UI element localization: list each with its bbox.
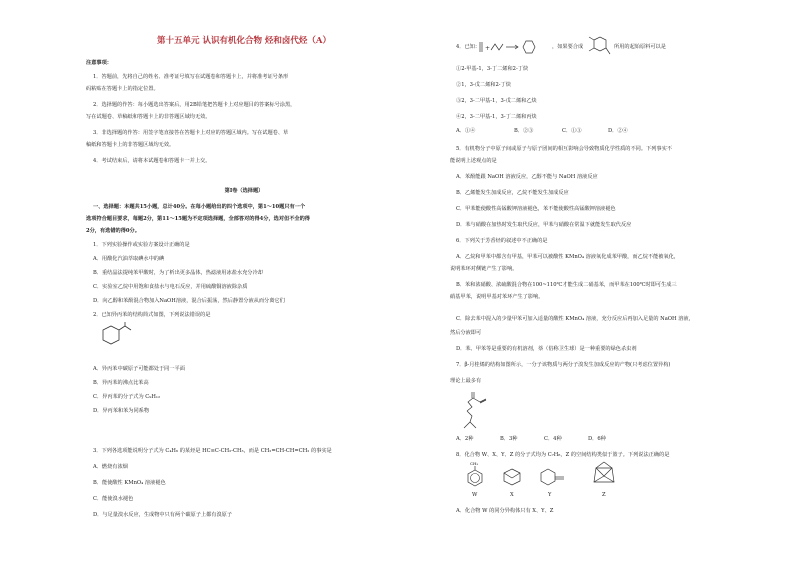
q5-option: B．乙烯能发生加成反应，乙烷不能发生加成反应 (456, 190, 569, 196)
intro-line: 2分，有选错的得0分。 (86, 228, 140, 234)
section-title: 第Ⅰ卷（选择题） (224, 188, 264, 194)
note-line: 稿纸和答题卡上的非答题区域均无效。 (86, 142, 175, 148)
myrcene-structure (458, 390, 494, 432)
q7-choice: D．6种 (588, 436, 606, 442)
diels-alder-reaction (478, 38, 548, 56)
q7-choice: A．2种 (456, 436, 474, 442)
ch3-label: CH₃ (470, 461, 479, 466)
q4-choice: B．②③ (514, 128, 534, 134)
q6-line: 说明苯环对侧链产生了影响。 (450, 266, 518, 272)
notes-heading: 注意事项： (86, 60, 112, 66)
q7-stem: 理论上最多有 (450, 378, 482, 384)
q4-choice: D．②④ (608, 128, 628, 134)
toluene-w-structure (464, 466, 486, 488)
q3-option: A．燃烧有浓烟 (93, 464, 128, 470)
q2-option: A．异丙苯中碳原子可能都处于同一平面 (93, 366, 185, 372)
target-molecule-structure (586, 34, 612, 58)
label-y: Y (548, 492, 552, 498)
basketane-z-structure (590, 460, 618, 488)
intro-line: 选项符合题目要求，每题2分，第11～15题为不定项选择题，全部答对的得4分，选对但不全的得 (86, 216, 310, 222)
q4-choice: C．①③ (562, 128, 582, 134)
q6-stem: 6．下列关于芳香烃的叙述中不正确的是 (456, 238, 548, 244)
methylene-y-structure (538, 466, 568, 488)
q1-option: D．向乙醇和苯酚混合物加入NaOH溶液，混合后振荡，然后静置分液从而分离它们 (93, 298, 285, 304)
q4-stem-b: ，如果要合成 (552, 44, 584, 50)
q6-line: 硝基甲苯，说明甲基对苯环产生了影响。 (450, 294, 544, 300)
q7-choice: B．3种 (500, 436, 518, 442)
q2-option: D．异丙苯和苯为同系物 (93, 408, 150, 414)
q1-option: B．重结晶法提纯苯甲酸时，为了析出更多晶体，热滤液用冰盐水充分冷却 (93, 270, 263, 276)
q4-choice: A．①④ (456, 128, 476, 134)
label-x: X (510, 492, 514, 498)
q4-item: ①2-甲基-1，3-丁二烯和2-丁炔 (456, 66, 529, 72)
note-line: 1．答题前，先将自己的姓名、准考证号填写在试题卷和答题卡上，并将准考证号条形 (93, 74, 289, 80)
label-z: Z (602, 492, 606, 498)
label-w: W (472, 492, 478, 498)
note-line: 写在试题卷、草稿纸和答题卡上的非答题区域均无效。 (86, 114, 211, 120)
q2-option: C．异丙苯的分子式为 C₉H₁₂ (93, 394, 161, 400)
q6-line: A．乙烷和甲苯中都含有甲基，甲苯可以被酸性 KMnO₄ 溶液氧化成苯甲酸，而乙烷不能被氧化， (456, 254, 680, 260)
q1-stem: 1．下列实验操作或实验方案设计正确的是 (93, 242, 190, 248)
bicyclic-x-structure (500, 466, 524, 488)
q3-option: B．能使酸性 KMnO₄ 溶液褪色 (93, 480, 166, 486)
q1-option: C．实验室乙烷中用饱和食盐水与电石反应，并用硫酸铜溶液除杂质 (93, 284, 248, 290)
q5-option: D．苯与硝酸在加热时发生取代反应，甲苯与硝酸在常温下就能发生取代反应 (456, 222, 632, 228)
q3-stem: 3．下列各选项能说明分子式为 C₄H₆ 的某烃是 HC≡C-CH₂-CH₃，而是 CH₂=CH-CH=CH₂ 的事实是 (93, 448, 332, 454)
q4-item: ④2，3-二甲基-1，3-丁二烯和丙炔 (456, 114, 537, 120)
page-title: 第十五单元 认识有机化合物 烃和卤代烃（A） (156, 36, 331, 46)
q8-stem: 8．化合物 W、X、Y、Z 的分子式均为 C₇H₈，Z 的空间结构类似于篮子。下列说法正确的是 (456, 452, 670, 458)
q6-line: C．除去苯中混入的少量甲苯可加入适量的酸性 KMnO₄ 溶液，充分反应后再加入足量的 NaOH 溶液， (456, 316, 694, 322)
q2-option: B．异丙苯的沸点比苯高 (93, 380, 149, 386)
q3-option: C．能使溴水褪色 (93, 496, 134, 502)
note-line: 3．非选择题的作答：用签字笔直接答在答题卡上对应的答题区域内。写在试题卷、草 (93, 130, 289, 136)
q7-stem: 7．β-月桂烯的结构如图所示，一分子该物质与两分子溴发生加成反应的产物(只考虑位置异构) (456, 362, 671, 368)
q2-stem: 2．已知异丙苯的结构简式如图，下列说法错误的是 (93, 312, 211, 318)
q4-item: ②1，3-戊二烯和2-丁炔 (456, 82, 511, 88)
q4-item: ③2，3-二甲基-1，3-戊二烯和乙炔 (456, 98, 537, 104)
q5-option: C．甲苯能使酸性高锰酸钾溶液褪色，苯不能使酸性高锰酸钾溶液褪色 (456, 206, 616, 212)
q6-line: D．苯、甲苯等是重要的有机溶剂，萘（俗称卫生球）是一种重要的绿色杀虫剂 (456, 346, 637, 352)
note-line: 4．考试结束后，请将本试题卷和答题卡一并上交。 (93, 158, 211, 164)
q7-choice: C．4种 (544, 436, 562, 442)
q4-stem-c: 所用的起始原料可以是 (614, 44, 666, 50)
q8-option: A．化合物 W 的同分异构体只有 X、Y、Z (456, 508, 554, 514)
svg-text:+: + (485, 45, 491, 52)
q6-line: 然后分液即可 (450, 330, 482, 336)
note-line: 2．选择题的作答：每小题选出答案后，用2B铅笔把答题卡上对应题目的答案标号涂黑， (93, 102, 296, 108)
isopropylbenzene-structure (93, 322, 133, 356)
q5-option: A．苯酚能跟 NaOH 溶液反应，乙醇不能与 NaOH 溶液反应 (456, 174, 598, 180)
q1-option: A．用酸化汽油萃取碘水中的碘 (93, 256, 165, 262)
q5-stem: 能说明上述观点的是 (450, 158, 497, 164)
q5-stem: 5．有机物分子中原子间或原子与原子团间的相互影响会导致物质化学性质的不同。下列事实不 (456, 146, 672, 152)
q6-line: B．苯和浓硝酸、浓硫酸混合物在100~110℃才能生成二硝基苯，而甲苯在100℃时即可生成三 (456, 282, 677, 288)
note-line: 码粘贴在答题卡上的指定位置。 (86, 86, 159, 92)
intro-line: 一、选择题：本题共15小题，总计40分。在每小题给出的四个选项中，第1～10题只有一个 (93, 204, 306, 210)
q4-stem-a: 4．已知： (456, 44, 481, 50)
q3-option: D．与足量溴水反应，生成物中只有两个碳原子上都有溴原子 (93, 512, 233, 518)
